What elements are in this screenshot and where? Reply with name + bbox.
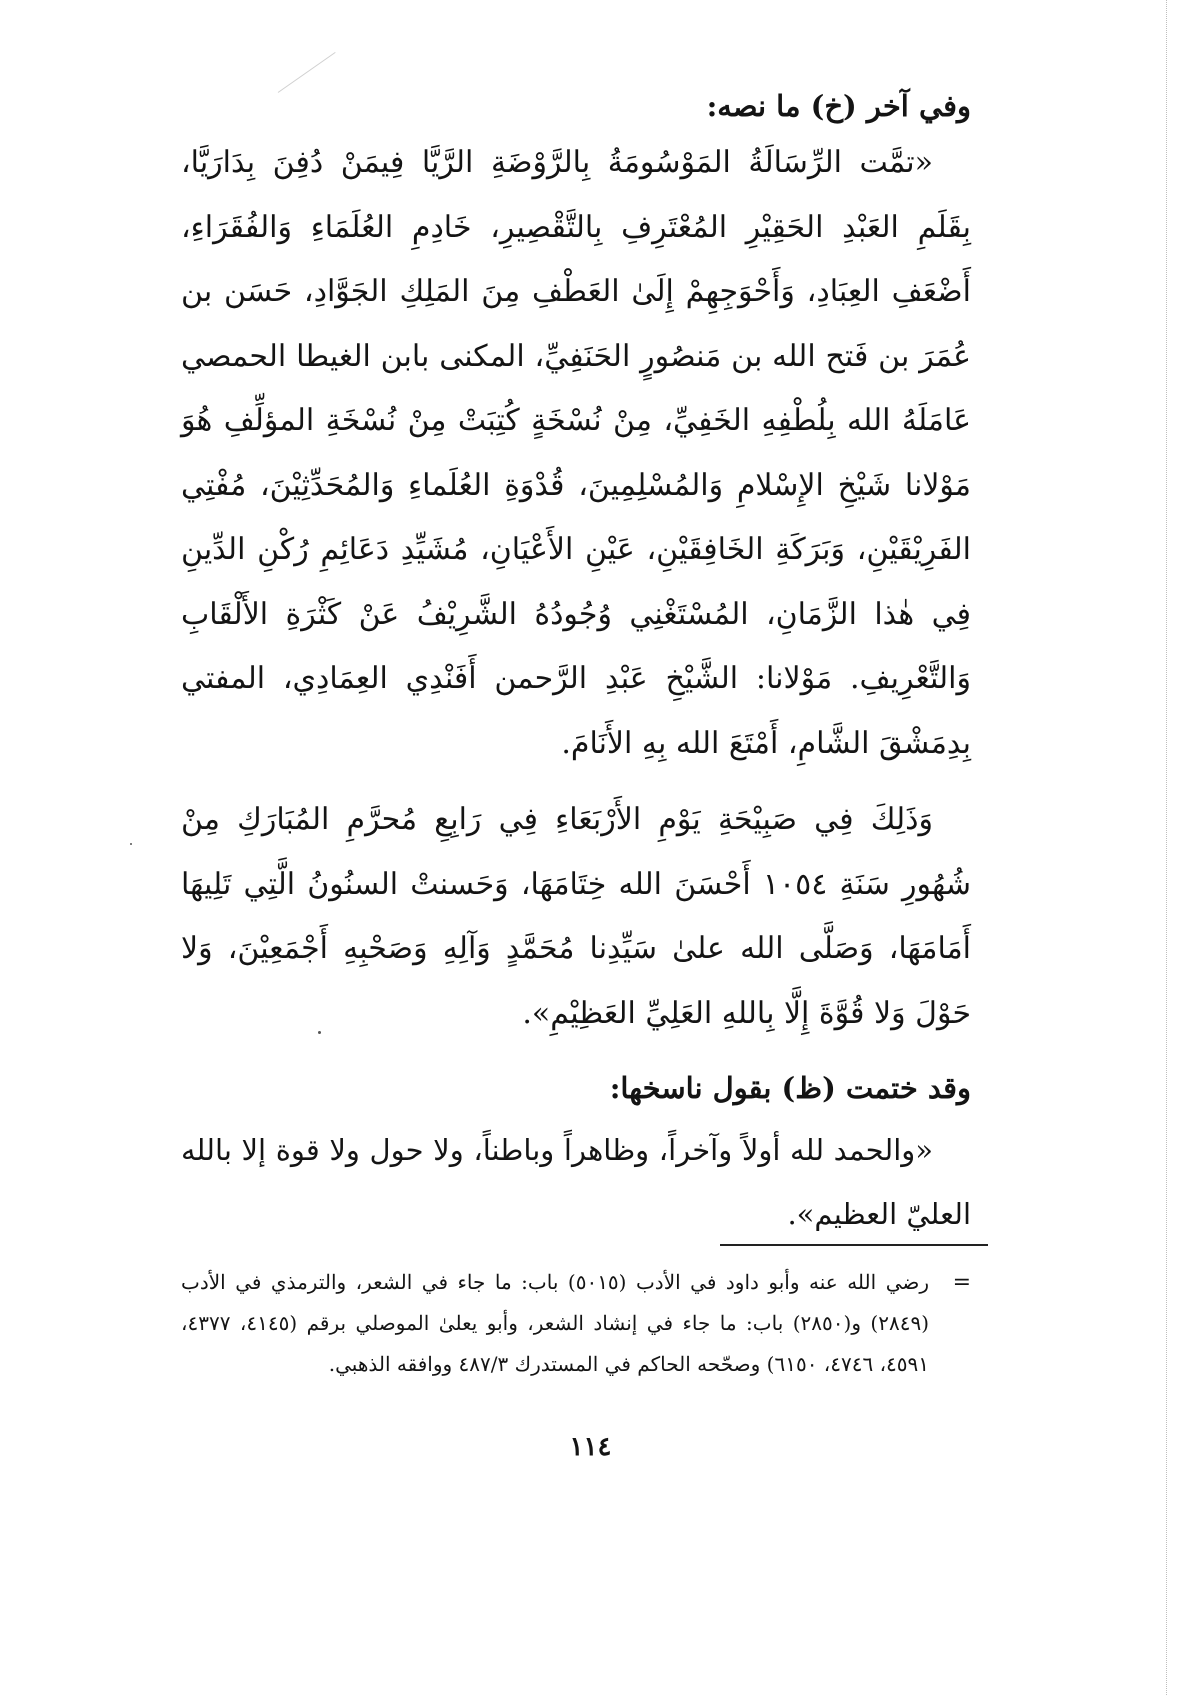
section-heading-khaa: وفي آخر (خ) ما نصه: [706, 89, 971, 123]
closing-paragraph: «والحمد لله أولاً وآخراً، وظاهراً وباطناً، ولا حول ولا قوة إلا بالله العليّ العظيم». [181, 1133, 971, 1231]
footnote-text: رضي الله عنه وأبو داود في الأدب (٥٠١٥) باب: ما جاء في الشعر، والترمذي في الأدب (٢٨٤٩) و(٢٨٥٠) باب: ما جاء في إنشاد الشعر، وأبو يعلىٰ الموصلي برقم (٤١٤٥، ٤٣٧٧، ٤٥٩١، ٤٧٤٦، ٦١٥٠) وصحّحه الحاكم في المستدرك ٤٨٧/٣ ووافقه الذهبي. [181, 1270, 930, 1376]
footnote-continuation-marker: = [952, 1270, 971, 1295]
scan-edge-line [1166, 0, 1169, 1695]
page-number: ١١٤ [569, 1432, 612, 1462]
scan-speck [130, 843, 132, 845]
scan-speck [318, 1031, 321, 1034]
colophon-paragraph-2: وَذَلِكَ فِي صَبِيْحَةِ يَوْمِ الأَرْبَعَاءِ فِي رَابِعِ مُحرَّمِ المُبَارَكِ مِنْ شُهُورِ سَنَةِ ١٠٥٤ أَحْسَنَ الله خِتَامَهَا، وَحَسنتْ السنُونُ الَّتِي تَلِيهَا أَمَامَهَا، وَصَلَّى الله علىٰ سَيِّدِنا مُحَمَّدٍ وَآلِهِ وَصَحْبِهِ أَجْمَعِيْنَ، وَلا حَوْلَ وَلا قُوَّةَ إِلَّا بِاللهِ العَلِيِّ العَظِيْمِ». [181, 802, 971, 1031]
section-heading-zaa: وقد ختمت (ظ) بقول ناسخها: [609, 1071, 971, 1105]
main-text [181, 86, 971, 1246]
colophon-paragraph-1: «تمَّت الرِّسَالَةُ المَوْسُومَةُ بِالرَّوْضَةِ الرَّيَّا فِيمَنْ دُفِنَ بِدَارَيَّا، بِقَلَمِ العَبْدِ الحَقِيْرِ المُعْتَرِفِ بِالتَّقْصِيرِ، خَادِمِ العُلَمَاءِ وَالفُقَرَاءِ، أَضْعَفِ العِبَادِ، وَأَحْوَجِهِمْ إِلَىٰ العَطْفِ مِنَ المَلِكِ الجَوَّادِ، حَسَن بن عُمَرَ بن فَتح الله بن مَنصُورٍ الحَنَفِيِّ، المكنى بابن الغيطا الحمصي عَامَلَهُ الله بِلُطْفِهِ الخَفِيِّ، مِنْ نُسْخَةٍ كُتِبَتْ مِنْ نُسْخَةِ المؤلِّفِ هُوَ مَوْلانا شَيْخِ الإِسْلامِ وَالمُسْلِمِينَ، قُدْوَةِ العُلَماءِ وَالمُحَدِّثِيْنَ، مُفْتِي الفَرِيْقَيْنِ، وَبَرَكَةِ الخَافِقَيْنِ، عَيْنِ الأَعْيَانِ، مُشَيِّدِ دَعَائِمِ رُكْنِ الدِّينِ فِي هٰذا الزَّمَانِ، المُسْتَغْنِي وُجُودُهُ الشَّرِيْفُ عَنْ كَثْرَةِ الأَلْقَابِ وَالتَّعْرِيفِ. مَوْلانا: الشَّيْخِ عَبْدِ الرَّحمن أَفَنْدِي العِمَادِي، المفتي بِدِمَشْقَ الشَّامِ، أَمْتَعَ الله بِهِ الأَنَامَ. [181, 145, 971, 761]
footnote-separator [720, 1244, 988, 1246]
footnote [181, 1262, 971, 1385]
